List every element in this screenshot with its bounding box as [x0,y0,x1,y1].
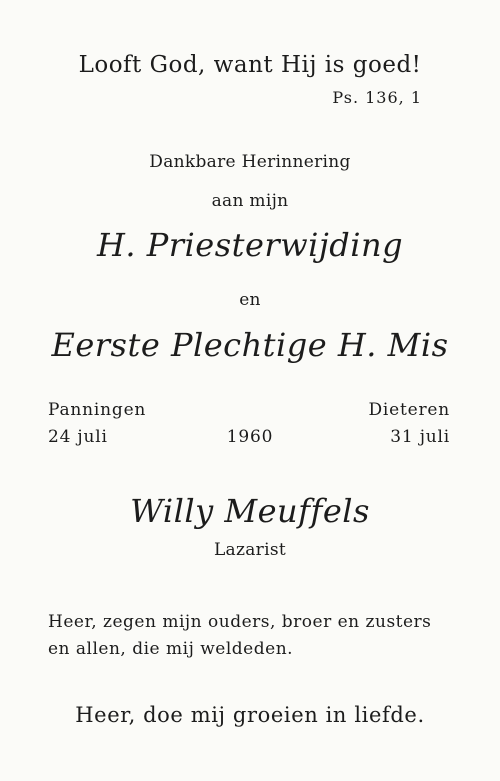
ordination-heading: H. Priesterwijding [96,226,404,264]
dedication-line-1: Dankbare Herinnering [149,152,351,172]
place-right: Dieteren [368,400,450,420]
conjunction: en [239,290,261,310]
religious-order: Lazarist [213,540,287,560]
year: 1960 [226,427,274,447]
first-mass-heading: Eerste Plechtige H. Mis [51,326,449,364]
motto: Looft God, want Hij is goed! [78,52,422,78]
date-right: 31 juli [390,427,450,447]
dedication-line-2: aan mijn [211,191,289,211]
priest-name: Willy Meuffels [130,492,370,530]
prayer-line-1: Heer, zegen mijn ouders, broer en zusters [48,612,432,632]
place-left: Panningen [48,400,147,420]
date-left: 24 juli [48,427,108,447]
closing-line: Heer, doe mij groeien in liefde. [75,703,425,727]
prayer-line-2: en allen, die mij weldeden. [48,639,294,659]
psalm-reference: Ps. 136, 1 [332,88,422,107]
